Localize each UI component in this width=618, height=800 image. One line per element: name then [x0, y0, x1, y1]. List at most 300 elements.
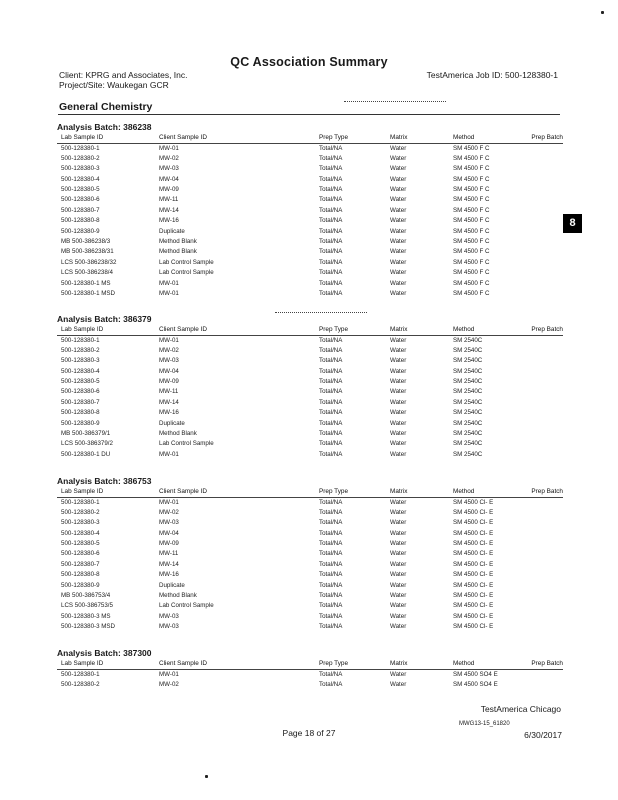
- matrix: Water: [390, 419, 407, 427]
- prep-type: Total/NA: [319, 388, 343, 396]
- prep-type: Total/NA: [319, 540, 343, 548]
- client-sample-id: MW-14: [159, 398, 179, 406]
- footer-code: MWG13-15_61820: [459, 721, 510, 727]
- matrix: Water: [390, 571, 407, 579]
- lab-sample-id: 500-128380-7: [61, 560, 100, 568]
- client-sample-id: MW-09: [159, 186, 179, 194]
- table-row: [57, 164, 563, 174]
- matrix: Water: [390, 144, 407, 152]
- column-header-method: Method: [453, 134, 475, 141]
- prep-type: Total/NA: [319, 206, 343, 214]
- method: SM 4500 F C: [453, 165, 490, 173]
- table-row: [57, 429, 563, 439]
- matrix: Water: [390, 680, 407, 688]
- table-row: [57, 195, 563, 205]
- client-sample-id: MW-09: [159, 540, 179, 548]
- column-header-prep-type: Prep Type: [319, 660, 349, 667]
- prep-type: Total/NA: [319, 409, 343, 417]
- prep-type: Total/NA: [319, 227, 343, 235]
- client-sample-id: MW-14: [159, 206, 179, 214]
- lab-sample-id: 500-128380-6: [61, 388, 100, 396]
- prep-type: Total/NA: [319, 550, 343, 558]
- matrix: Water: [390, 367, 407, 375]
- method: SM 4500 SO4 E: [453, 680, 498, 688]
- table-row: [57, 175, 563, 185]
- prep-type: Total/NA: [319, 508, 343, 516]
- table-row: [57, 216, 563, 226]
- prep-type: Total/NA: [319, 367, 343, 375]
- client-sample-id: Method Blank: [159, 430, 197, 438]
- batch-title: Analysis Batch: 386379: [57, 314, 152, 324]
- method: SM 2540C: [453, 430, 483, 438]
- method: SM 4500 Cl- E: [453, 602, 494, 610]
- column-header-matrix: Matrix: [390, 326, 408, 333]
- column-header-client-sample-id: Client Sample ID: [159, 660, 207, 667]
- prep-type: Total/NA: [319, 175, 343, 183]
- matrix: Water: [390, 540, 407, 548]
- matrix: Water: [390, 248, 407, 256]
- method: SM 4500 F C: [453, 248, 490, 256]
- lab-sample-id: LCS 500-386753/5: [61, 602, 113, 610]
- prep-type: Total/NA: [319, 450, 343, 458]
- section-divider: [58, 114, 560, 115]
- table-row: [57, 670, 563, 680]
- prep-type: Total/NA: [319, 602, 343, 610]
- matrix: Water: [390, 592, 407, 600]
- prep-type: Total/NA: [319, 346, 343, 354]
- lab-sample-id: 500-128380-3 MSD: [61, 623, 116, 631]
- prep-type: Total/NA: [319, 144, 343, 152]
- client-sample-id: Lab Control Sample: [159, 440, 214, 448]
- prep-type: Total/NA: [319, 680, 343, 688]
- matrix: Water: [390, 378, 407, 386]
- prep-type: Total/NA: [319, 279, 343, 287]
- prep-type: Total/NA: [319, 560, 343, 568]
- method: SM 4500 Cl- E: [453, 550, 494, 558]
- table-row: [57, 560, 563, 570]
- method: SM 4500 F C: [453, 227, 490, 235]
- method: SM 2540C: [453, 367, 483, 375]
- lab-sample-id: 500-128380-5: [61, 378, 100, 386]
- client-sample-id: MW-03: [159, 623, 179, 631]
- prep-type: Total/NA: [319, 336, 343, 344]
- method: SM 4500 Cl- E: [453, 519, 494, 527]
- method: SM 2540C: [453, 419, 483, 427]
- matrix: Water: [390, 175, 407, 183]
- method: SM 4500 F C: [453, 144, 490, 152]
- table-row: [57, 227, 563, 237]
- matrix: Water: [390, 440, 407, 448]
- client-sample-id: Method Blank: [159, 592, 197, 600]
- prep-type: Total/NA: [319, 430, 343, 438]
- lab-sample-id: 500-128380-8: [61, 571, 100, 579]
- method: SM 4500 F C: [453, 238, 490, 246]
- client-sample-id: MW-02: [159, 154, 179, 162]
- lab-sample-id: 500-128380-5: [61, 186, 100, 194]
- prep-type: Total/NA: [319, 529, 343, 537]
- table-row: [57, 268, 563, 278]
- client-sample-id: MW-11: [159, 388, 179, 396]
- footer-date: 6/30/2017: [524, 730, 562, 740]
- method: SM 2540C: [453, 378, 483, 386]
- lab-sample-id: 500-128380-2: [61, 680, 100, 688]
- lab-sample-id: 500-128380-7: [61, 398, 100, 406]
- page-tab-badge: 8: [563, 214, 582, 233]
- lab-sample-id: 500-128380-1 DU: [61, 450, 111, 458]
- table-row: [57, 570, 563, 580]
- method: SM 2540C: [453, 450, 483, 458]
- prep-type: Total/NA: [319, 357, 343, 365]
- prep-type: Total/NA: [319, 670, 343, 678]
- lab-sample-id: 500-128380-2: [61, 508, 100, 516]
- client-sample-id: MW-09: [159, 378, 179, 386]
- column-header-matrix: Matrix: [390, 660, 408, 667]
- lab-sample-id: MB 500-386753/4: [61, 592, 111, 600]
- client-sample-id: MW-16: [159, 571, 179, 579]
- client-sample-id: MW-03: [159, 357, 179, 365]
- table-row: [57, 289, 563, 299]
- lab-sample-id: MB 500-386238/31: [61, 248, 114, 256]
- table-row: [57, 398, 563, 408]
- table-row: [57, 237, 563, 247]
- prep-type: Total/NA: [319, 258, 343, 266]
- prep-type: Total/NA: [319, 165, 343, 173]
- table-row: [57, 622, 563, 632]
- client-sample-id: MW-11: [159, 196, 179, 204]
- table-row: [57, 346, 563, 356]
- method: SM 4500 F C: [453, 289, 490, 297]
- prep-type: Total/NA: [319, 196, 343, 204]
- lab-sample-id: 500-128380-1: [61, 670, 100, 678]
- column-header-matrix: Matrix: [390, 134, 408, 141]
- method: SM 4500 Cl- E: [453, 560, 494, 568]
- table-row: [57, 680, 563, 690]
- lab-sample-id: 500-128380-1 MSD: [61, 289, 116, 297]
- prep-type: Total/NA: [319, 217, 343, 225]
- client-sample-id: MW-02: [159, 680, 179, 688]
- scan-artifact-line: [344, 101, 446, 102]
- prep-type: Total/NA: [319, 378, 343, 386]
- client-sample-id: MW-11: [159, 550, 179, 558]
- matrix: Water: [390, 186, 407, 194]
- analysis-batch: [57, 476, 563, 633]
- lab-sample-id: 500-128380-9: [61, 227, 100, 235]
- prep-type: Total/NA: [319, 623, 343, 631]
- column-header-lab-sample-id: Lab Sample ID: [61, 488, 104, 495]
- method: SM 2540C: [453, 346, 483, 354]
- column-header-prep-batch: Prep Batch: [531, 326, 563, 333]
- client-sample-id: MW-01: [159, 336, 179, 344]
- client-sample-id: Lab Control Sample: [159, 258, 214, 266]
- matrix: Water: [390, 560, 407, 568]
- lab-sample-id: LCS 500-386238/4: [61, 269, 113, 277]
- matrix: Water: [390, 165, 407, 173]
- column-header-lab-sample-id: Lab Sample ID: [61, 326, 104, 333]
- prep-type: Total/NA: [319, 612, 343, 620]
- method: SM 4500 F C: [453, 206, 490, 214]
- matrix: Water: [390, 357, 407, 365]
- matrix: Water: [390, 388, 407, 396]
- scan-artifact-line: [275, 312, 367, 313]
- matrix: Water: [390, 519, 407, 527]
- client-sample-id: MW-04: [159, 529, 179, 537]
- prep-type: Total/NA: [319, 269, 343, 277]
- method: SM 2540C: [453, 440, 483, 448]
- table-row: [57, 206, 563, 216]
- table-row: [57, 185, 563, 195]
- method: SM 4500 Cl- E: [453, 623, 494, 631]
- document-title: QC Association Summary: [230, 55, 388, 69]
- client-sample-id: MW-02: [159, 508, 179, 516]
- client-sample-id: MW-16: [159, 217, 179, 225]
- lab-sample-id: 500-128380-3: [61, 357, 100, 365]
- method: SM 2540C: [453, 409, 483, 417]
- method: SM 2540C: [453, 388, 483, 396]
- column-header-client-sample-id: Client Sample ID: [159, 326, 207, 333]
- lab-sample-id: 500-128380-7: [61, 206, 100, 214]
- lab-sample-id: 500-128380-8: [61, 409, 100, 417]
- table-header: [57, 325, 563, 336]
- table-row: [57, 439, 563, 449]
- lab-sample-id: LCS 500-386379/2: [61, 440, 113, 448]
- analysis-batch: [57, 122, 563, 299]
- prep-type: Total/NA: [319, 154, 343, 162]
- table-row: [57, 419, 563, 429]
- table-row: [57, 539, 563, 549]
- matrix: Water: [390, 346, 407, 354]
- client-sample-id: MW-01: [159, 450, 179, 458]
- lab-sample-id: 500-128380-2: [61, 346, 100, 354]
- scan-speck: [205, 775, 208, 778]
- lab-sample-id: 500-128380-1: [61, 144, 100, 152]
- matrix: Water: [390, 279, 407, 287]
- matrix: Water: [390, 623, 407, 631]
- client-sample-id: Duplicate: [159, 419, 185, 427]
- table-row: [57, 356, 563, 366]
- table-row: [57, 581, 563, 591]
- lab-sample-id: 500-128380-4: [61, 175, 100, 183]
- method: SM 4500 F C: [453, 196, 490, 204]
- lab-sample-id: MB 500-386238/3: [61, 238, 111, 246]
- table-row: [57, 377, 563, 387]
- table-header: [57, 133, 563, 144]
- method: SM 4500 Cl- E: [453, 592, 494, 600]
- client-sample-id: MW-01: [159, 279, 179, 287]
- matrix: Water: [390, 336, 407, 344]
- lab-sample-id: 500-128380-1: [61, 336, 100, 344]
- column-header-method: Method: [453, 488, 475, 495]
- analysis-batch: [57, 648, 563, 690]
- method: SM 4500 SO4 E: [453, 670, 498, 678]
- lab-sample-id: 500-128380-3: [61, 519, 100, 527]
- matrix: Water: [390, 430, 407, 438]
- matrix: Water: [390, 238, 407, 246]
- matrix: Water: [390, 409, 407, 417]
- table-row: [57, 336, 563, 346]
- method: SM 2540C: [453, 336, 483, 344]
- matrix: Water: [390, 602, 407, 610]
- matrix: Water: [390, 508, 407, 516]
- method: SM 4500 Cl- E: [453, 508, 494, 516]
- analysis-batch: [57, 314, 563, 460]
- prep-type: Total/NA: [319, 571, 343, 579]
- matrix: Water: [390, 398, 407, 406]
- column-header-lab-sample-id: Lab Sample ID: [61, 660, 104, 667]
- client-sample-id: MW-03: [159, 165, 179, 173]
- method: SM 4500 F C: [453, 279, 490, 287]
- prep-type: Total/NA: [319, 238, 343, 246]
- page-number: Page 18 of 27: [282, 728, 336, 738]
- client-sample-id: MW-01: [159, 498, 179, 506]
- client-sample-id: Duplicate: [159, 227, 185, 235]
- table-row: [57, 408, 563, 418]
- matrix: Water: [390, 670, 407, 678]
- client-sample-id: Duplicate: [159, 581, 185, 589]
- batch-title: Analysis Batch: 386753: [57, 476, 152, 486]
- prep-type: Total/NA: [319, 440, 343, 448]
- client-sample-id: MW-04: [159, 175, 179, 183]
- method: SM 4500 Cl- E: [453, 571, 494, 579]
- matrix: Water: [390, 258, 407, 266]
- table-row: [57, 529, 563, 539]
- matrix: Water: [390, 498, 407, 506]
- lab-sample-id: 500-128380-4: [61, 367, 100, 375]
- client-sample-id: MW-16: [159, 409, 179, 417]
- method: SM 4500 F C: [453, 175, 490, 183]
- column-header-method: Method: [453, 326, 475, 333]
- lab-sample-id: 500-128380-5: [61, 540, 100, 548]
- lab-sample-id: 500-128380-8: [61, 217, 100, 225]
- matrix: Water: [390, 269, 407, 277]
- matrix: Water: [390, 196, 407, 204]
- table-row: [57, 279, 563, 289]
- table-row: [57, 498, 563, 508]
- client-sample-id: MW-14: [159, 560, 179, 568]
- section-title: General Chemistry: [59, 101, 153, 113]
- header-client-block: [59, 70, 188, 90]
- matrix: Water: [390, 217, 407, 225]
- client-sample-id: Lab Control Sample: [159, 269, 214, 277]
- prep-type: Total/NA: [319, 186, 343, 194]
- client-sample-id: Lab Control Sample: [159, 602, 214, 610]
- lab-sample-id: 500-128380-6: [61, 196, 100, 204]
- column-header-client-sample-id: Client Sample ID: [159, 134, 207, 141]
- matrix: Water: [390, 206, 407, 214]
- method: SM 4500 Cl- E: [453, 529, 494, 537]
- client-sample-id: MW-01: [159, 289, 179, 297]
- table-row: [57, 508, 563, 518]
- table-row: [57, 247, 563, 257]
- table-row: [57, 258, 563, 268]
- table-row: [57, 612, 563, 622]
- column-header-prep-batch: Prep Batch: [531, 488, 563, 495]
- lab-sample-id: MB 500-386379/1: [61, 430, 111, 438]
- column-header-prep-batch: Prep Batch: [531, 660, 563, 667]
- table-row: [57, 450, 563, 460]
- lab-sample-id: 500-128380-1 MS: [61, 279, 111, 287]
- table-row: [57, 601, 563, 611]
- client-sample-id: MW-03: [159, 519, 179, 527]
- method: SM 4500 F C: [453, 258, 490, 266]
- matrix: Water: [390, 529, 407, 537]
- lab-sample-id: 500-128380-6: [61, 550, 100, 558]
- prep-type: Total/NA: [319, 248, 343, 256]
- matrix: Water: [390, 581, 407, 589]
- column-header-client-sample-id: Client Sample ID: [159, 488, 207, 495]
- client-sample-id: MW-01: [159, 144, 179, 152]
- client-sample-id: MW-01: [159, 670, 179, 678]
- batch-title: Analysis Batch: 387300: [57, 648, 152, 658]
- client-sample-id: MW-03: [159, 612, 179, 620]
- table-row: [57, 518, 563, 528]
- method: SM 4500 Cl- E: [453, 612, 494, 620]
- client-sample-id: MW-02: [159, 346, 179, 354]
- matrix: Water: [390, 154, 407, 162]
- lab-sample-id: 500-128380-1: [61, 498, 100, 506]
- method: SM 4500 Cl- E: [453, 540, 494, 548]
- table-header: [57, 487, 563, 498]
- lab-sample-id: 500-128380-4: [61, 529, 100, 537]
- prep-type: Total/NA: [319, 498, 343, 506]
- column-header-prep-type: Prep Type: [319, 326, 349, 333]
- method: SM 4500 F C: [453, 217, 490, 225]
- table-header: [57, 659, 563, 670]
- method: SM 2540C: [453, 398, 483, 406]
- prep-type: Total/NA: [319, 398, 343, 406]
- table-row: [57, 387, 563, 397]
- table-row: [57, 154, 563, 164]
- column-header-method: Method: [453, 660, 475, 667]
- column-header-lab-sample-id: Lab Sample ID: [61, 134, 104, 141]
- prep-type: Total/NA: [319, 581, 343, 589]
- matrix: Water: [390, 227, 407, 235]
- lab-sample-id: 500-128380-3: [61, 165, 100, 173]
- table-row: [57, 367, 563, 377]
- column-header-matrix: Matrix: [390, 488, 408, 495]
- scan-speck: [601, 11, 604, 14]
- batch-title: Analysis Batch: 386238: [57, 122, 152, 132]
- matrix: Water: [390, 450, 407, 458]
- table-row: [57, 591, 563, 601]
- project-site: Project/Site: Waukegan GCR: [59, 80, 169, 90]
- column-header-prep-type: Prep Type: [319, 134, 349, 141]
- client-sample-id: Method Blank: [159, 248, 197, 256]
- method: SM 4500 F C: [453, 269, 490, 277]
- lab-sample-id: 500-128380-9: [61, 419, 100, 427]
- lab-sample-id: 500-128380-9: [61, 581, 100, 589]
- client-sample-id: Method Blank: [159, 238, 197, 246]
- client-sample-id: MW-04: [159, 367, 179, 375]
- table-row: [57, 144, 563, 154]
- column-header-prep-batch: Prep Batch: [531, 134, 563, 141]
- column-header-prep-type: Prep Type: [319, 488, 349, 495]
- lab-sample-id: 500-128380-2: [61, 154, 100, 162]
- matrix: Water: [390, 612, 407, 620]
- method: SM 4500 Cl- E: [453, 581, 494, 589]
- client-name: Client: KPRG and Associates, Inc.: [59, 70, 188, 80]
- job-id: TestAmerica Job ID: 500-128380-1: [426, 70, 558, 80]
- method: SM 4500 F C: [453, 154, 490, 162]
- lab-sample-id: 500-128380-3 MS: [61, 612, 111, 620]
- matrix: Water: [390, 289, 407, 297]
- method: SM 4500 F C: [453, 186, 490, 194]
- footer-lab-name: TestAmerica Chicago: [480, 704, 561, 714]
- prep-type: Total/NA: [319, 519, 343, 527]
- lab-sample-id: LCS 500-386238/32: [61, 258, 117, 266]
- matrix: Water: [390, 550, 407, 558]
- method: SM 2540C: [453, 357, 483, 365]
- prep-type: Total/NA: [319, 592, 343, 600]
